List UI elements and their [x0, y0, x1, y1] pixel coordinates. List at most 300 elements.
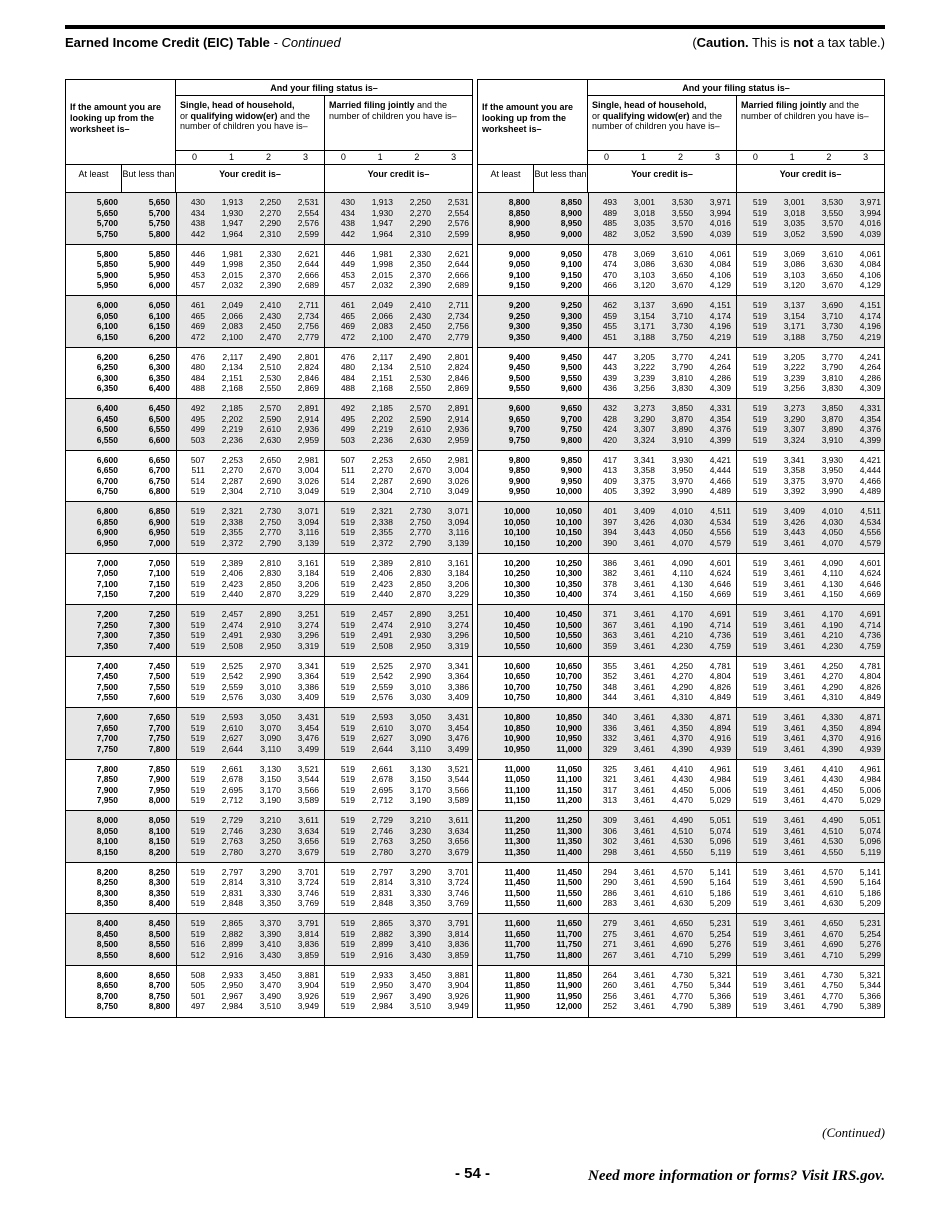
table-cell: 2,621 — [447, 248, 469, 259]
table-cell: 2,457 — [371, 609, 393, 619]
table-cell: 3,461 — [783, 846, 805, 857]
table-cell: 9,350 — [560, 321, 582, 331]
table-cell: 2,801 — [447, 351, 469, 362]
table-cell: 3,290 — [633, 413, 655, 424]
table-cell: 3,461 — [783, 866, 805, 877]
table-block — [66, 245, 472, 297]
table-cell: 451 — [602, 331, 617, 342]
table-cell: 7,550 — [96, 692, 118, 702]
table-cell: 4,061 — [859, 248, 881, 259]
table-cell: 2,763 — [371, 836, 393, 846]
table-cell: 519 — [190, 640, 205, 651]
table-cell: 11,150 — [556, 784, 582, 795]
table-cell: 10,250 — [556, 557, 582, 568]
table-row — [478, 208, 884, 219]
table-cell: 4,129 — [709, 280, 731, 290]
table-cell: 11,300 — [504, 836, 530, 846]
table-cell: 2,410 — [259, 300, 281, 310]
table-cell: 507 — [190, 454, 205, 465]
table-cell: 3,461 — [633, 733, 655, 743]
table-cell: 2,440 — [371, 589, 393, 599]
table-cell: 3,461 — [783, 589, 805, 599]
table-cell: 519 — [190, 836, 205, 846]
table-cell: 519 — [340, 887, 355, 898]
table-cell: 4,770 — [671, 990, 693, 1001]
table-block — [66, 348, 472, 400]
table-row — [66, 373, 472, 384]
table-cell: 3,188 — [633, 331, 655, 342]
table-cell: 279 — [602, 918, 617, 928]
table-cell: 2,678 — [371, 774, 393, 784]
table-cell: 519 — [752, 969, 767, 980]
table-cell: 4,894 — [709, 722, 731, 733]
table-cell: 519 — [752, 403, 767, 413]
table-cell: 6,300 — [148, 362, 170, 372]
table-cell: 519 — [340, 918, 355, 928]
table-cell: 3,881 — [297, 969, 319, 980]
table-cell: 489 — [602, 207, 617, 218]
table-cell: 7,400 — [148, 640, 170, 651]
table-cell: 321 — [602, 774, 617, 784]
table-cell: 5,141 — [709, 866, 731, 877]
table-cell: 4,670 — [671, 928, 693, 939]
table-row — [66, 249, 472, 260]
table-cell: 3,746 — [297, 887, 319, 898]
table-cell: 4,270 — [671, 671, 693, 681]
table-row — [478, 826, 884, 837]
table-cell: 2,372 — [371, 537, 393, 548]
table-row — [478, 888, 884, 899]
table-cell: 3,930 — [671, 454, 693, 465]
table-cell: 10,050 — [504, 516, 530, 527]
table-cell: 302 — [602, 836, 617, 846]
table-row — [66, 939, 472, 950]
table-row — [478, 620, 884, 631]
table-cell: 8,000 — [96, 815, 118, 825]
table-row — [478, 229, 884, 240]
table-cell: 2,250 — [409, 197, 431, 207]
table-cell: 3,410 — [409, 939, 431, 949]
table-cell: 3,461 — [783, 918, 805, 928]
table-cell: 8,650 — [148, 969, 170, 980]
table-cell: 6,950 — [96, 537, 118, 548]
table-cell: 2,168 — [371, 383, 393, 393]
but-less-than-header: But less than — [533, 164, 587, 192]
table-cell: 439 — [602, 372, 617, 383]
table-cell: 3,030 — [409, 692, 431, 702]
table-cell: 3,137 — [633, 300, 655, 310]
table-cell: 2,338 — [221, 516, 243, 527]
table-cell: 3,461 — [783, 825, 805, 836]
table-cell: 4,804 — [709, 671, 731, 681]
single-status-header: Single, head of household, or qualifying widow(er) and the number of children you have is– — [592, 100, 723, 131]
table-cell: 3,116 — [298, 527, 319, 537]
table-cell: 4,039 — [709, 228, 731, 239]
table-cell: 4,421 — [859, 454, 881, 465]
table-row — [66, 197, 472, 208]
table-cell: 2,550 — [409, 383, 431, 393]
table-cell: 5,850 — [96, 259, 118, 269]
table-cell: 4,691 — [709, 609, 731, 619]
table-cell: 2,899 — [221, 939, 243, 949]
table-cell: 480 — [190, 362, 205, 372]
table-cell: 8,350 — [96, 898, 118, 908]
table-cell: 9,650 — [508, 413, 530, 424]
table-cell: 4,630 — [821, 898, 843, 908]
table-cell: 3,430 — [259, 949, 281, 960]
table-cell: 2,984 — [371, 1001, 393, 1011]
table-cell: 11,400 — [504, 866, 530, 877]
filing-status-header: And your filing status is– — [176, 80, 472, 96]
table-cell: 436 — [602, 383, 617, 393]
table-cell: 4,376 — [709, 424, 731, 434]
table-cell: 446 — [190, 248, 205, 259]
table-cell: 2,695 — [221, 784, 243, 795]
table-cell: 8,800 — [508, 197, 530, 207]
table-cell: 3,881 — [447, 969, 469, 980]
table-cell: 420 — [602, 434, 617, 445]
table-cell: 10,850 — [556, 712, 582, 722]
table-cell: 3,324 — [633, 434, 655, 445]
table-cell: 519 — [752, 280, 767, 290]
table-cell: 4,264 — [859, 362, 881, 372]
table-cell: 3,510 — [409, 1001, 431, 1011]
table-cell: 3,443 — [783, 527, 805, 537]
table-cell: 4,630 — [671, 898, 693, 908]
table-cell: 466 — [602, 280, 617, 290]
table-cell: 3,390 — [259, 928, 281, 939]
table-cell: 309 — [602, 815, 617, 825]
table-cell: 455 — [602, 321, 617, 331]
table-cell: 519 — [752, 300, 767, 310]
table-cell: 6,250 — [96, 362, 118, 372]
table-cell: 3,273 — [633, 403, 655, 413]
table-cell: 4,331 — [859, 403, 881, 413]
table-cell: 519 — [190, 795, 205, 805]
table-cell: 519 — [340, 516, 355, 527]
table-cell: 4,084 — [859, 259, 881, 269]
table-row — [66, 362, 472, 373]
table-cell: 2,508 — [371, 640, 393, 651]
table-cell: 1,930 — [371, 207, 393, 218]
table-cell: 4,210 — [821, 630, 843, 640]
table-cell: 4,399 — [859, 434, 881, 445]
table-cell: 3,949 — [297, 1001, 319, 1011]
table-cell: 519 — [340, 681, 355, 692]
table-cell: 519 — [340, 743, 355, 754]
table-cell: 6,950 — [148, 527, 170, 537]
table-cell: 2,490 — [409, 351, 431, 362]
table-cell: 11,600 — [556, 898, 582, 908]
table-cell: 4,669 — [859, 589, 881, 599]
table-cell: 9,400 — [560, 331, 582, 342]
table-cell: 4,770 — [821, 990, 843, 1001]
table-cell: 283 — [602, 898, 617, 908]
table-cell: 4,556 — [709, 527, 731, 537]
page-title — [65, 35, 341, 50]
table-cell: 519 — [752, 351, 767, 362]
table-cell: 3,461 — [633, 743, 655, 754]
table-cell: 2,690 — [409, 475, 431, 486]
table-cell: 2,801 — [297, 351, 319, 362]
table-cell: 3,814 — [297, 928, 319, 939]
table-cell: 2,970 — [259, 660, 281, 671]
table-cell: 3,470 — [259, 980, 281, 990]
table-cell: 4,030 — [821, 516, 843, 527]
table-cell: 3,910 — [671, 434, 693, 445]
table-cell: 8,950 — [508, 228, 530, 239]
table-cell: 10,000 — [504, 506, 530, 516]
table-cell: 508 — [190, 969, 205, 980]
table-cell: 3,461 — [633, 825, 655, 836]
table-cell: 371 — [602, 609, 617, 619]
table-cell: 3,161 — [447, 557, 469, 568]
table-cell: 3,461 — [633, 681, 655, 692]
table-cell: 4,736 — [859, 630, 881, 640]
table-cell: 4,939 — [859, 743, 881, 754]
table-cell: 9,800 — [508, 454, 530, 465]
table-cell: 3,461 — [783, 660, 805, 671]
table-cell: 519 — [752, 609, 767, 619]
table-cell: 519 — [340, 578, 355, 589]
table-header — [478, 80, 884, 193]
table-cell: 3,461 — [633, 949, 655, 960]
table-cell: 4,826 — [709, 681, 731, 692]
table-cell: 7,850 — [96, 774, 118, 784]
table-block — [478, 399, 884, 451]
table-cell: 3,850 — [821, 403, 843, 413]
table-cell: 2,491 — [371, 630, 393, 640]
table-cell: 5,096 — [859, 836, 881, 846]
table-cell: 519 — [752, 589, 767, 599]
table-cell: 2,423 — [221, 578, 243, 589]
table-row — [478, 403, 884, 414]
table-row — [478, 476, 884, 487]
table-cell: 2,355 — [221, 527, 243, 537]
table-cell: 2,049 — [371, 300, 393, 310]
table-cell: 519 — [752, 774, 767, 784]
table-cell: 4,090 — [671, 557, 693, 568]
table-cell: 2,410 — [409, 300, 431, 310]
table-cell: 3,634 — [447, 825, 469, 836]
table-cell: 3,010 — [259, 681, 281, 692]
table-row — [66, 321, 472, 332]
table-row — [478, 774, 884, 785]
table-cell: 3,710 — [821, 310, 843, 321]
table-cell: 9,850 — [508, 465, 530, 475]
table-cell: 432 — [602, 403, 617, 413]
table-cell: 329 — [602, 743, 617, 754]
table-row — [66, 888, 472, 899]
table-cell: 3,521 — [297, 763, 319, 774]
table-cell: 7,050 — [148, 557, 170, 568]
table-cell: 4,196 — [709, 321, 731, 331]
table-block — [66, 966, 472, 1018]
table-cell: 519 — [752, 321, 767, 331]
table-cell: 10,400 — [504, 609, 530, 619]
credit-header-single: Your credit is– — [176, 164, 324, 192]
table-cell: 3,409 — [447, 692, 469, 702]
table-cell: 4,984 — [709, 774, 731, 784]
table-cell: 2,678 — [221, 774, 243, 784]
table-cell: 2,729 — [371, 815, 393, 825]
table-row — [66, 506, 472, 517]
table-cell: 7,950 — [96, 795, 118, 805]
table-cell: 275 — [602, 928, 617, 939]
table-block — [478, 966, 884, 1018]
table-cell: 4,984 — [859, 774, 881, 784]
table-cell: 519 — [190, 846, 205, 857]
table-cell: 3,375 — [783, 475, 805, 486]
table-cell: 474 — [602, 259, 617, 269]
table-cell: 3,341 — [447, 660, 469, 671]
table-cell: 2,570 — [259, 403, 281, 413]
table-cell: 11,550 — [556, 887, 582, 898]
table-cell: 519 — [752, 712, 767, 722]
table-cell: 2,756 — [447, 321, 469, 331]
table-cell: 3,461 — [783, 671, 805, 681]
table-block — [478, 502, 884, 554]
table-cell: 519 — [340, 527, 355, 537]
table-cell: 9,550 — [508, 383, 530, 393]
table-cell: 317 — [602, 784, 617, 795]
table-cell: 3,103 — [783, 269, 805, 280]
table-cell: 3,461 — [783, 733, 805, 743]
table-cell: 355 — [602, 660, 617, 671]
table-cell: 2,770 — [409, 527, 431, 537]
table-cell: 472 — [190, 331, 205, 342]
table-cell: 8,600 — [148, 949, 170, 960]
table-cell: 3,130 — [409, 763, 431, 774]
table-cell: 11,600 — [504, 918, 530, 928]
table-cell: 4,534 — [859, 516, 881, 527]
table-cell: 382 — [602, 568, 617, 578]
table-cell: 5,074 — [709, 825, 731, 836]
table-cell: 3,970 — [671, 475, 693, 486]
table-cell: 4,601 — [859, 557, 881, 568]
table-cell: 519 — [340, 486, 355, 496]
table-cell: 9,200 — [560, 280, 582, 290]
table-cell: 3,461 — [633, 640, 655, 651]
table-cell: 2,100 — [221, 331, 243, 342]
table-cell: 3,926 — [297, 990, 319, 1001]
table-cell: 7,300 — [148, 619, 170, 630]
table-cell: 2,330 — [409, 248, 431, 259]
table-cell: 519 — [752, 269, 767, 280]
table-cell: 4,579 — [709, 537, 731, 548]
table-cell: 519 — [190, 784, 205, 795]
table-cell: 3,590 — [821, 228, 843, 239]
table-cell: 519 — [340, 815, 355, 825]
table-cell: 10,650 — [504, 671, 530, 681]
table-cell: 3,230 — [409, 825, 431, 836]
table-cell: 4,916 — [859, 733, 881, 743]
table-cell: 6,200 — [148, 331, 170, 342]
table-cell: 3,205 — [783, 351, 805, 362]
table-cell: 519 — [190, 774, 205, 784]
table-row — [478, 362, 884, 373]
table-cell: 3,052 — [783, 228, 805, 239]
table-cell: 4,570 — [671, 866, 693, 877]
table-cell: 260 — [602, 980, 617, 990]
table-cell: 394 — [602, 527, 617, 537]
table-cell: 3,319 — [447, 640, 469, 651]
table-cell: 3,971 — [859, 197, 881, 207]
table-cell: 484 — [190, 372, 205, 383]
table-cell: 3,086 — [783, 259, 805, 269]
table-cell: 3,566 — [297, 784, 319, 795]
table-cell: 2,870 — [259, 589, 281, 599]
table-row — [66, 682, 472, 693]
table-cell: 3,490 — [409, 990, 431, 1001]
table-cell: 4,350 — [821, 722, 843, 733]
table-cell: 3,004 — [297, 465, 319, 475]
table-cell: 3,049 — [297, 486, 319, 496]
table-cell: 2,916 — [371, 949, 393, 960]
table-cell: 8,750 — [96, 1001, 118, 1011]
table-cell: 519 — [752, 939, 767, 949]
table-cell: 519 — [340, 692, 355, 702]
table-cell: 2,287 — [221, 475, 243, 486]
table-cell: 3,274 — [297, 619, 319, 630]
table-row — [66, 692, 472, 703]
table-row — [478, 785, 884, 796]
table-row — [66, 1001, 472, 1012]
table-cell: 3,018 — [633, 207, 655, 218]
table-cell: 10,450 — [504, 619, 530, 630]
table-cell: 4,430 — [671, 774, 693, 784]
table-cell: 519 — [340, 836, 355, 846]
table-cell: 5,366 — [709, 990, 731, 1001]
table-row — [66, 712, 472, 723]
table-cell: 3,461 — [783, 681, 805, 692]
table-cell: 6,600 — [148, 434, 170, 445]
table-cell: 11,700 — [504, 939, 530, 949]
table-cell: 3,461 — [633, 866, 655, 877]
table-cell: 3,030 — [259, 692, 281, 702]
table-cell: 2,914 — [447, 413, 469, 424]
table-cell: 3,850 — [671, 403, 693, 413]
table-cell: 3,090 — [409, 733, 431, 743]
children-count-header-single: 0 1 2 3 — [588, 150, 736, 164]
table-cell: 4,534 — [709, 516, 731, 527]
table-cell: 7,900 — [96, 784, 118, 795]
table-cell: 4,849 — [709, 692, 731, 702]
table-cell: 519 — [190, 630, 205, 640]
table-cell: 3,870 — [821, 413, 843, 424]
table-cell: 4,170 — [671, 609, 693, 619]
table-block — [478, 863, 884, 915]
table-cell: 3,461 — [783, 774, 805, 784]
table-cell: 2,846 — [447, 372, 469, 383]
table-cell: 417 — [602, 454, 617, 465]
table-cell: 4,250 — [671, 660, 693, 671]
table-cell: 2,734 — [297, 310, 319, 321]
table-cell: 3,949 — [447, 1001, 469, 1011]
table-cell: 465 — [340, 310, 355, 321]
table-cell: 2,666 — [297, 269, 319, 280]
table-cell: 4,730 — [821, 969, 843, 980]
table-cell: 2,890 — [259, 609, 281, 619]
table-cell: 519 — [340, 898, 355, 908]
table-cell: 3,461 — [783, 763, 805, 774]
table-row — [478, 197, 884, 208]
table-cell: 4,050 — [821, 527, 843, 537]
table-row — [66, 847, 472, 858]
table-cell: 344 — [602, 692, 617, 702]
table-block — [66, 914, 472, 966]
table-cell: 2,710 — [259, 486, 281, 496]
